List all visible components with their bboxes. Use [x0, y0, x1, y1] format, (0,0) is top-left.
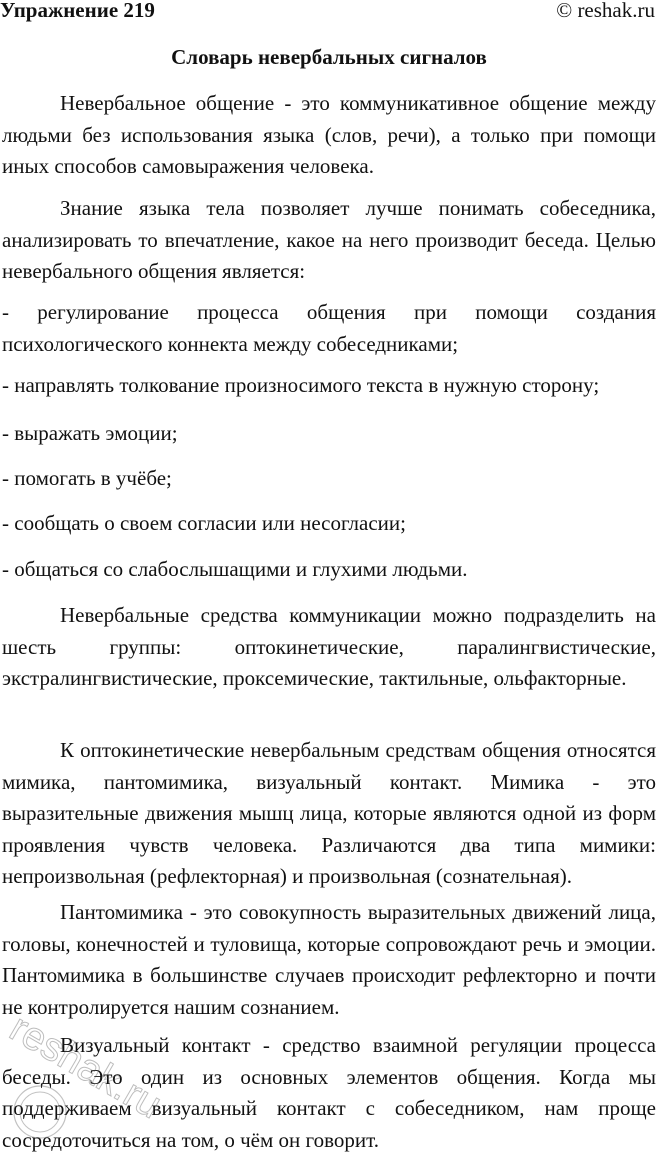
- list-item: - сообщать о своем согласии или несогласии;: [2, 511, 406, 535]
- exercise-title: Упражнение 219: [0, 0, 155, 22]
- paragraph-definition: Невербальное общение - это коммуникативное общение между людьми без использования языка (слов, речи), а только при помощи иных способов самовыражения человека.: [2, 91, 656, 178]
- list-item: - общаться со слабослышащими и глухими людьми.: [2, 557, 468, 581]
- paragraph-groups: Невербальные средства коммуникации можно подразделить на шесть группы: оптокинетические, паралингвистические, экстралингвистические, проксемические, тактильные, ольфакторные.: [2, 603, 656, 690]
- copyright-label: © reshak.ru: [556, 0, 655, 22]
- page-header: [0, 0, 658, 26]
- paragraph-pantomime: Пантомимика - это совокупность выразительных движений лица, головы, конечностей и туловища, которые сопровождают речь и эмоции. Пантомимика в большинстве случаев происходит рефлекторно и почти не контролируется нашим сознанием.: [2, 900, 656, 1019]
- list-item: - направлять толкование произносимого текста в нужную сторону;: [2, 373, 600, 397]
- document-title: Словарь невербальных сигналов: [171, 45, 487, 69]
- paragraph-optokinetic: К оптокинетические невербальным средствам общения относятся мимика, пантомимика, визуальный контакт. Мимика - это выразительные движения мышц лица, которые являются одной из форм проявления чувств человека. Различаются два типа мимики: непроизвольная (рефлекторная) и произвольная (сознательная).: [2, 738, 656, 888]
- list-item: - выражать эмоции;: [2, 421, 178, 445]
- list-item: - помогать в учёбе;: [2, 466, 172, 490]
- list-item: - регулирование процесса общения при помощи создания психологического коннекта между собеседниками;: [2, 300, 656, 356]
- paragraph-body-language: Знание языка тела позволяет лучше понимать собеседника, анализировать то впечатление, какое на него производит беседа. Целью невербального общения является:: [2, 196, 656, 283]
- svg-text:reshak.ru: reshak.ru: [2, 1005, 169, 1128]
- paragraph-visual-contact: Визуальный контакт - средство взаимной регуляции процесса беседы. Это один из основных элементов общения. Когда мы поддерживаем визуальный контакт с собеседником, нам проще сосредоточиться на том, о чём он говорит.: [2, 1033, 656, 1152]
